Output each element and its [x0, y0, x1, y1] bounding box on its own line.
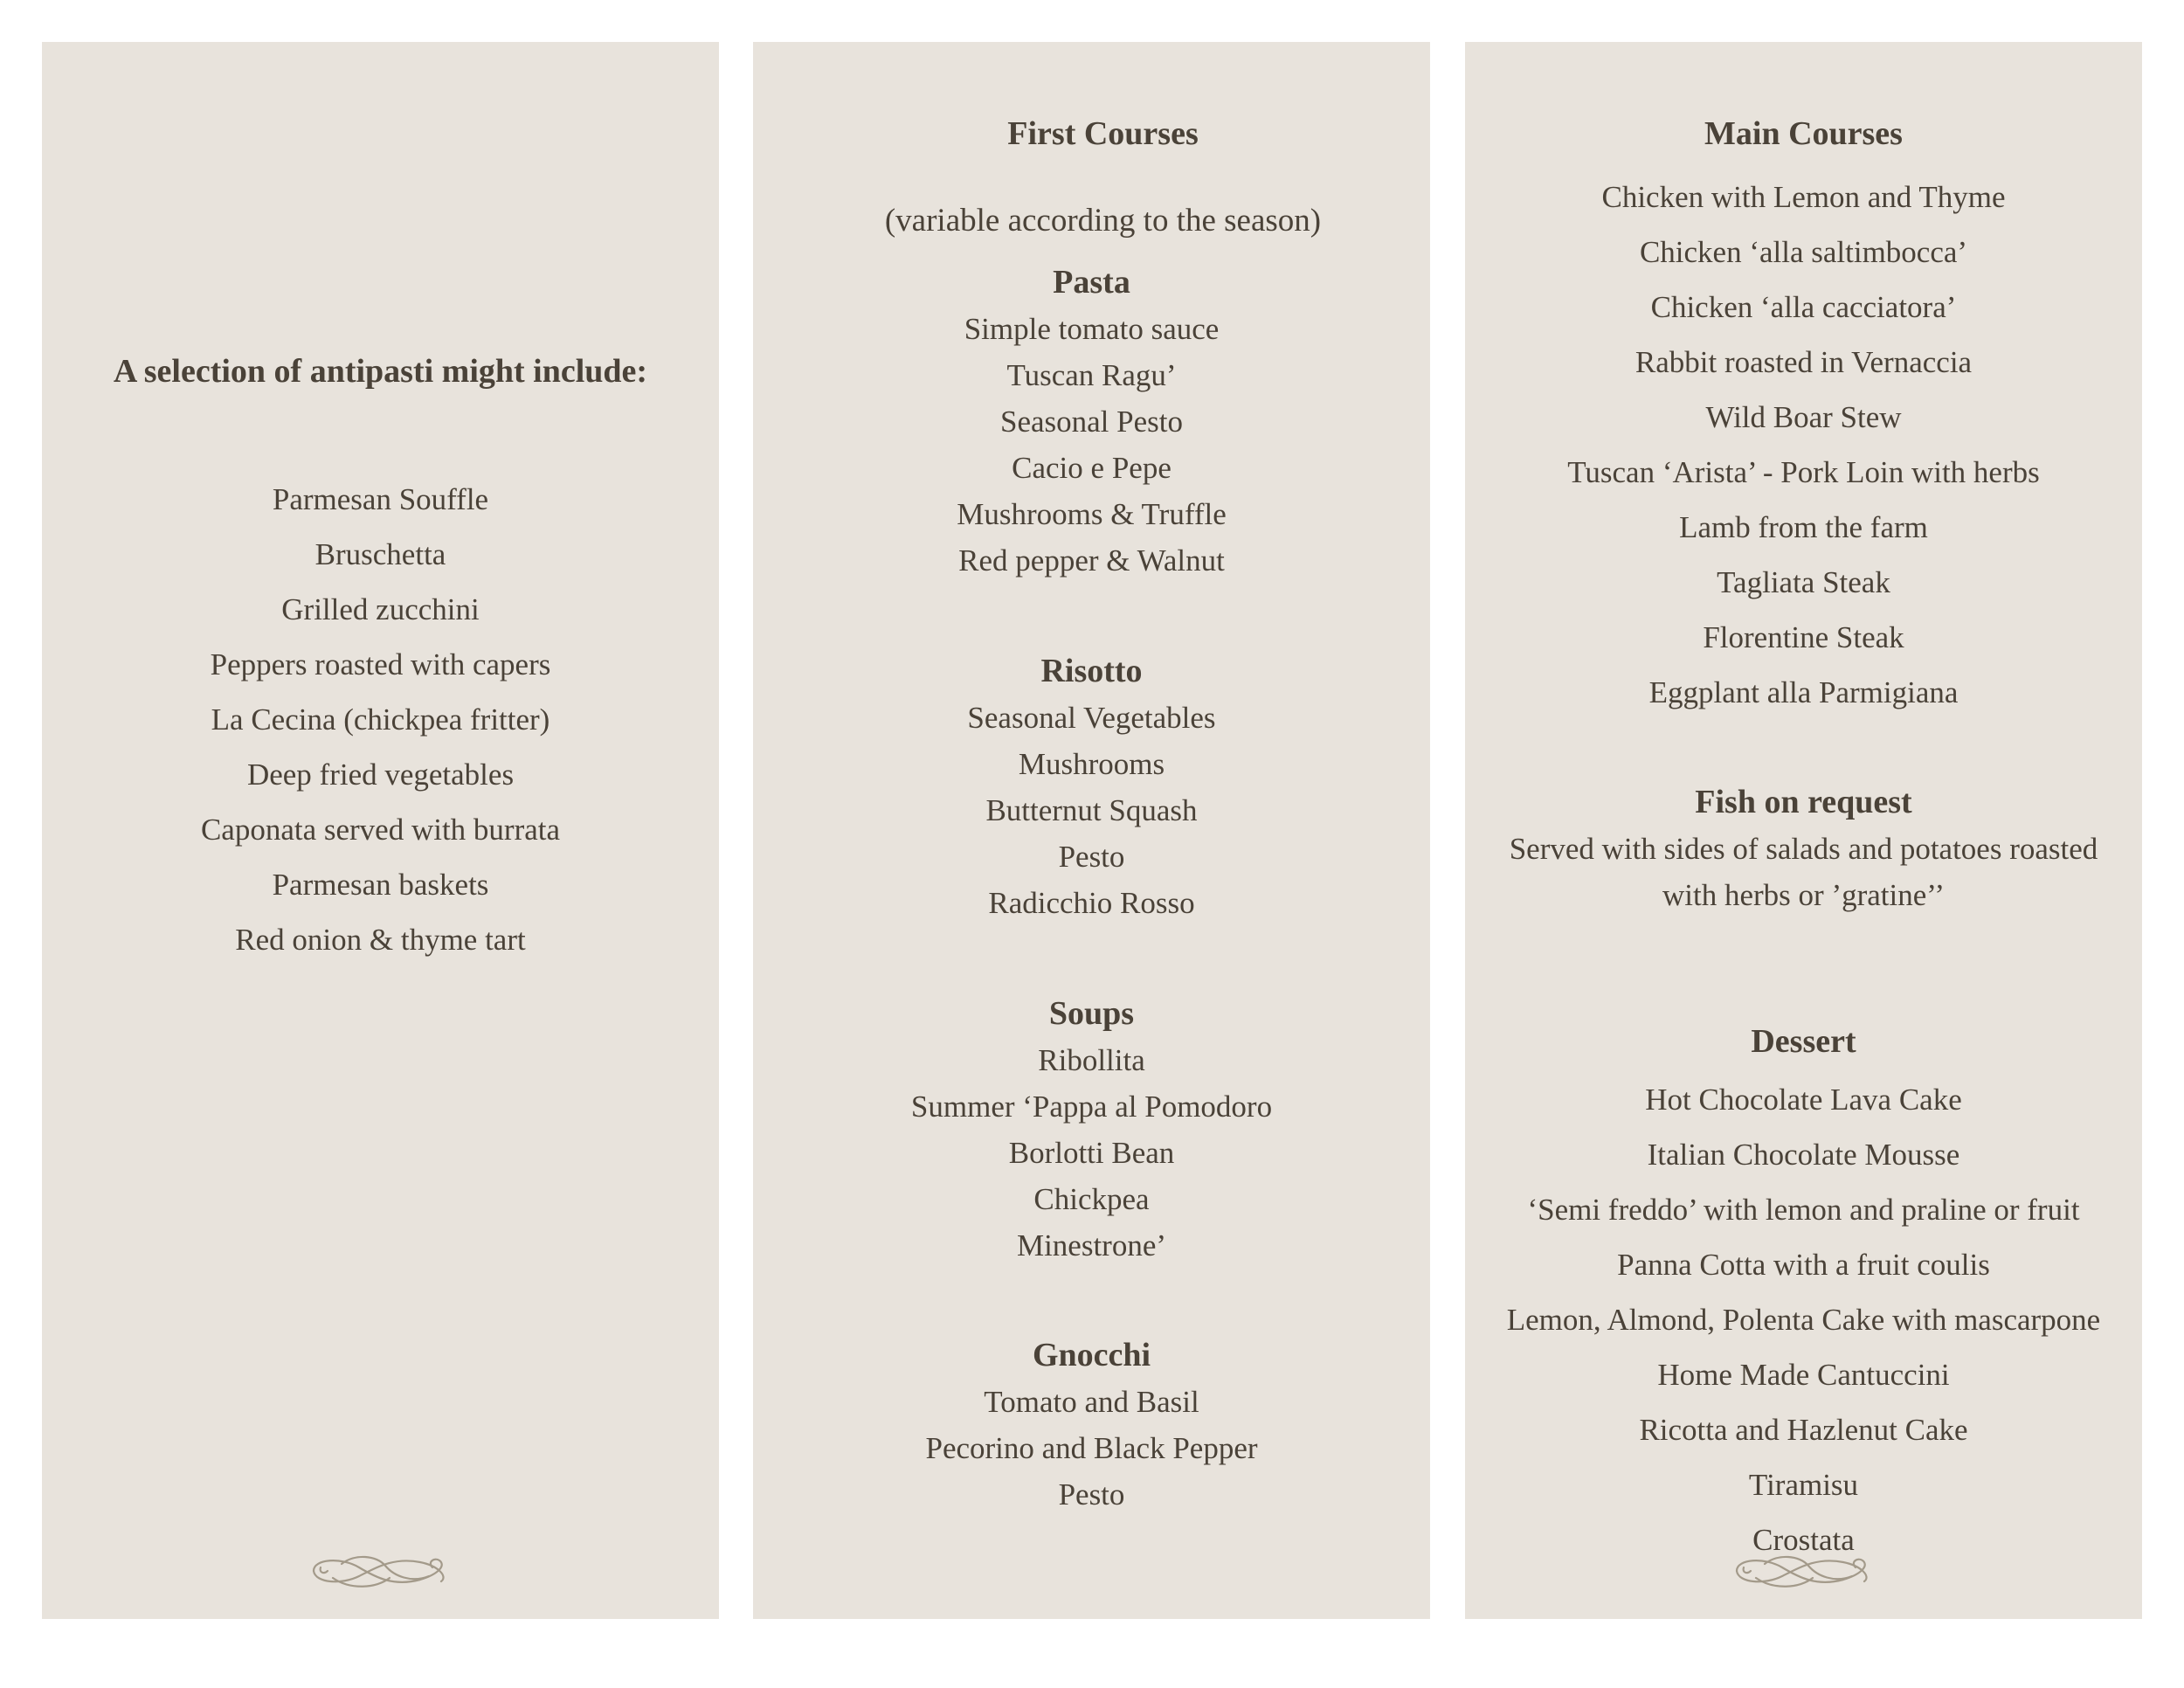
menu-item: Cacio e Pepe [1012, 451, 1171, 485]
menu-item: Caponata served with burrata [200, 813, 561, 847]
menu-item: Grilled zucchini [281, 592, 480, 626]
pasta-section [753, 259, 1430, 584]
fish-heading: Fish on request [1695, 784, 1912, 820]
dessert-section [1465, 1018, 2142, 1567]
risotto-heading: Risotto [1040, 653, 1143, 689]
menu-item: Home Made Cantuccini [1657, 1358, 1950, 1392]
menu-item: Seasonal Vegetables [967, 701, 1216, 735]
menu-item: Simple tomato sauce [964, 312, 1220, 346]
menu-item: Chicken with Lemon and Thyme [1601, 180, 2006, 214]
menu-item: Florentine Steak [1703, 620, 1904, 654]
fish-description-line: Served with sides of salads and potatoes roasted [1509, 832, 2098, 866]
menu-item: Pesto [1058, 840, 1125, 874]
menu-item: Deep fried vegetables [246, 758, 515, 792]
menu-item: Mushrooms [1018, 747, 1165, 781]
menu-item: Ribollita [1038, 1043, 1145, 1077]
gnocchi-section [753, 1332, 1430, 1518]
menu-item: Ricotta and Hazlenut Cake [1639, 1413, 1968, 1447]
menu-item: Pesto [1058, 1477, 1125, 1512]
menu-item: Radicchio Rosso [988, 886, 1195, 920]
menu-item: Rabbit roasted in Vernaccia [1635, 345, 1973, 379]
menu-item: Lemon, Almond, Polenta Cake with mascarpone [1506, 1303, 2101, 1337]
menu-item: Red onion & thyme tart [235, 923, 526, 957]
pasta-heading: Pasta [1053, 264, 1130, 301]
main-courses-title: Main Courses [1704, 115, 1903, 152]
menu-item: Eggplant alla Parmigiana [1648, 675, 1959, 709]
antipasti-heading: A selection of antipasti might include: [113, 353, 648, 390]
menu-item: Lamb from the farm [1679, 510, 1928, 544]
menu-item: Chicken ‘alla cacciatora’ [1650, 290, 1957, 324]
menu-item: Peppers roasted with capers [210, 647, 551, 681]
soups-section [753, 990, 1430, 1269]
first-courses-title: First Courses [1007, 115, 1199, 152]
menu-item: Panna Cotta with a fruit coulis [1617, 1248, 1990, 1282]
antipasti-list [42, 472, 719, 967]
menu-item: Pecorino and Black Pepper [925, 1431, 1258, 1465]
menu-item: Tomato and Basil [984, 1385, 1199, 1419]
menu-item: ‘Semi freddo’ with lemon and praline or fruit [1527, 1193, 2080, 1227]
fish-description-line: with herbs or ’gratine’’ [1662, 878, 1945, 912]
menu-item: Tuscan Ragu’ [1006, 358, 1177, 392]
gnocchi-heading: Gnocchi [1032, 1337, 1151, 1373]
menu-item: Tagliata Steak [1717, 565, 1890, 599]
first-courses-subtitle: (variable according to the season) [884, 203, 1322, 239]
menu-item: Tuscan ‘Arista’ - Pork Loin with herbs [1567, 455, 2040, 489]
menu-item: Red pepper & Walnut [958, 543, 1225, 578]
flourish-ornament-icon [307, 1545, 455, 1597]
menu-item: Borlotti Bean [1008, 1136, 1175, 1170]
menu-item: Seasonal Pesto [999, 405, 1183, 439]
menu-item: Parmesan baskets [272, 868, 489, 902]
menu-item: Minestrone’ [1016, 1228, 1167, 1263]
menu-item: Parmesan Souffle [272, 482, 489, 516]
menu-item: La Cecina (chickpea fritter) [211, 702, 550, 737]
menu-item: Butternut Squash [985, 793, 1198, 827]
risotto-section [753, 647, 1430, 926]
dessert-heading: Dessert [1751, 1023, 1856, 1060]
flourish-ornament-icon [1730, 1545, 1878, 1597]
menu-item: Wild Boar Stew [1705, 400, 1902, 434]
antipasti-panel [42, 42, 719, 1619]
main-courses-list [1465, 169, 2142, 720]
fish-section [1465, 778, 2142, 918]
menu-item: Chickpea [1033, 1182, 1150, 1216]
menu-item: Crostata [1752, 1523, 1855, 1557]
menu-item: Mushrooms & Truffle [957, 497, 1227, 531]
main-courses-panel [1465, 42, 2142, 1619]
menu-item: Hot Chocolate Lava Cake [1645, 1083, 1962, 1117]
menu-item: Bruschetta [314, 537, 446, 571]
menu-item: Italian Chocolate Mousse [1647, 1138, 1960, 1172]
menu-item: Summer ‘Pappa al Pomodoro [910, 1090, 1273, 1124]
soups-heading: Soups [1048, 995, 1135, 1032]
menu-item: Tiramisu [1748, 1468, 1859, 1502]
menu-item: Chicken ‘alla saltimbocca’ [1639, 235, 1968, 269]
first-courses-panel [753, 42, 1430, 1619]
